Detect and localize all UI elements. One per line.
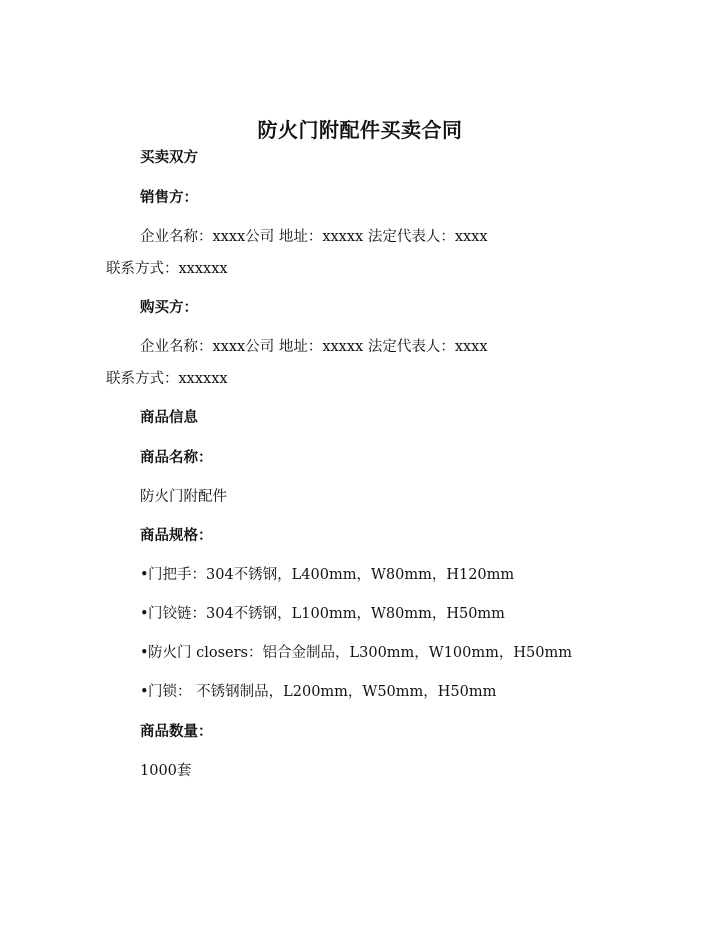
buyer-info-line1: 企业名称：xxxx公司 地址：xxxxx 法定代表人：xxxx (140, 339, 488, 355)
seller-label: 销售方： (140, 189, 198, 206)
goods-spec-label: 商品规格： (140, 527, 213, 544)
goods-heading: 商品信息 (140, 409, 198, 426)
bullet-icon: • (140, 645, 149, 661)
spec-item (140, 682, 496, 702)
spec-item (140, 565, 514, 585)
quantity-label: 商品数量： (140, 723, 213, 740)
goods-name-value: 防火门附配件 (140, 489, 227, 505)
parties-heading: 买卖双方 (140, 149, 198, 166)
goods-name-label: 商品名称： (140, 449, 213, 466)
spec-item (140, 604, 505, 624)
quantity-value: 1000套 (140, 763, 192, 779)
buyer-info-line2: 联系方式：xxxxxx (106, 371, 228, 387)
buyer-label: 购买方： (140, 299, 198, 316)
spec-item-text: 门锁： 不锈钢制品，L200mm，W50mm，H50mm (148, 684, 497, 700)
spec-item-text: 防火门 closers：铝合金制品，L300mm，W100mm，H50mm (148, 645, 572, 661)
seller-info-line2: 联系方式：xxxxxx (106, 261, 228, 277)
seller-info-line1: 企业名称：xxxx公司 地址：xxxxx 法定代表人：xxxx (140, 229, 488, 245)
spec-item-text: 门把手：304不锈钢，L400mm，W80mm，H120mm (148, 567, 515, 583)
bullet-icon: • (140, 684, 149, 700)
spec-item (140, 643, 572, 663)
contract-title: 防火门附配件买卖合同 (257, 118, 463, 142)
spec-item-text: 门铰链：304不锈钢，L100mm，W80mm，H50mm (148, 606, 505, 622)
bullet-icon: • (140, 606, 149, 622)
bullet-icon: • (140, 567, 149, 583)
